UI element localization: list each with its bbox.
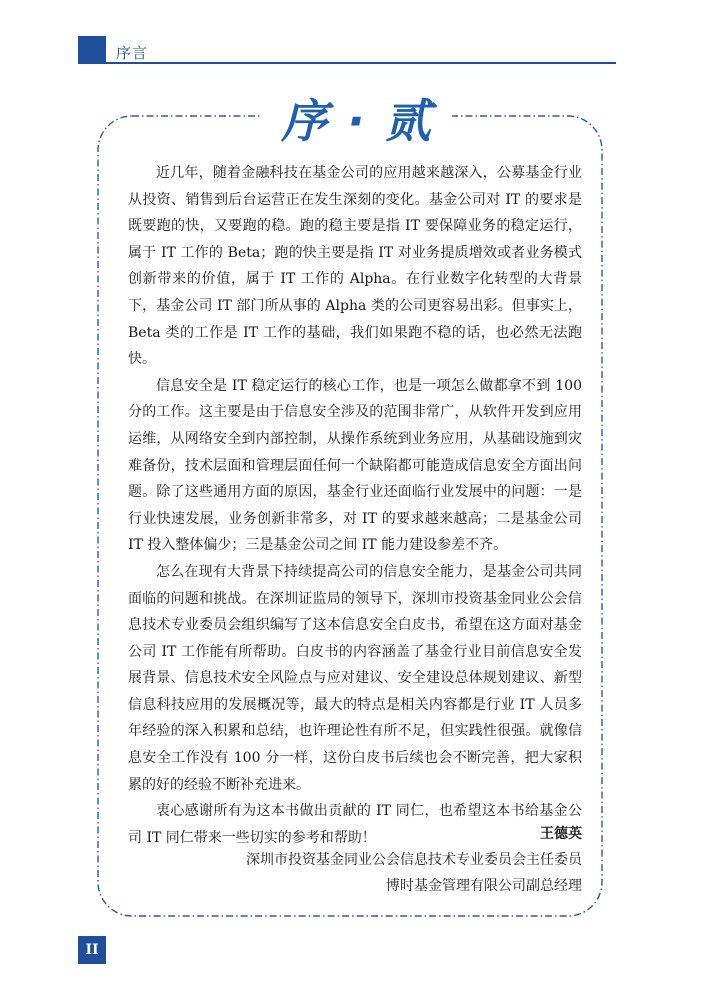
section-title: 序言 — [116, 44, 149, 62]
body-text — [128, 160, 582, 851]
page-title: 序 · 贰 — [262, 92, 452, 150]
paragraph-1: 近几年，随着金融科技在基金公司的应用越来越深入，公募基金行业从投资、销售到后台运营正在发生深刻的变化。基金公司对 IT 的要求是既要跑的快，又要跑的稳。跑的稳主要是指 IT 要保障业务的稳定运行，属于 IT 工作的 Beta；跑的快主要是指 IT 对业务提质增效或者业务模式创新带来的价值，属于 IT 工作的 Alpha。在行业数字化转型的大背景下，基金公司 IT 部门所从事的 Alpha 类的公司更容易出彩。但事实上，Beta 类的工作是 IT 工作的基础，我们如果跑不稳的话，也必然无法跑快。 — [128, 165, 582, 368]
signature-name: 王德英 — [540, 826, 582, 842]
signature-company: 博时基金管理有限公司副总经理 — [386, 878, 582, 894]
page-number: II — [78, 936, 106, 964]
signature-role: 深圳市投资基金同业公会信息技术专业委员会主任委员 — [246, 852, 582, 868]
paragraph-2: 信息安全是 IT 稳定运行的核心工作，也是一项怎么做都拿不到 100 分的工作。这主要是由于信息安全涉及的范围非常广，从软件开发到应用运维，从网络安全到内部控制，从操作系统到业务应用，从基础设施到灾难备份，技术层面和管理层面任何一个缺陷都可能造成信息安全方面出问题。除了这些通用方面的原因，基金行业还面临行业发展中的问题：一是行业快速发展，业务创新非常多，对 IT 的要求越来越高；二是基金公司 IT 投入整体偏少；三是基金公司之间 IT 能力建设参差不齐。 — [128, 377, 582, 554]
paragraph-4: 衷心感谢所有为这本书做出贡献的 IT 同仁，也希望这本书给基金公司 IT 同仁带来一些切实的参考和帮助！ — [128, 803, 582, 846]
paragraph-3: 怎么在现有大背景下持续提高公司的信息安全能力，是基金公司共同面临的问题和挑战。在深圳证监局的领导下，深圳市投资基金同业公会信息技术专业委员会组织编写了这本信息安全白皮书，希望在这方面对基金公司 IT 工作能有所帮助。白皮书的内容涵盖了基金行业目前信息安全发展背景、信息技术安全风险点与应对建议、安全建设总体规划建议、新型信息科技应用的发展概况等，最大的特点是相关内容都是行业 IT 人员多年经验的深入积累和总结，也许理论性有所不足，但实践性很强。就像信息安全工作没有 100 分一样，这份白皮书后续也会不断完善，把大家积累的好的经验不断补充进来。 — [128, 563, 582, 793]
